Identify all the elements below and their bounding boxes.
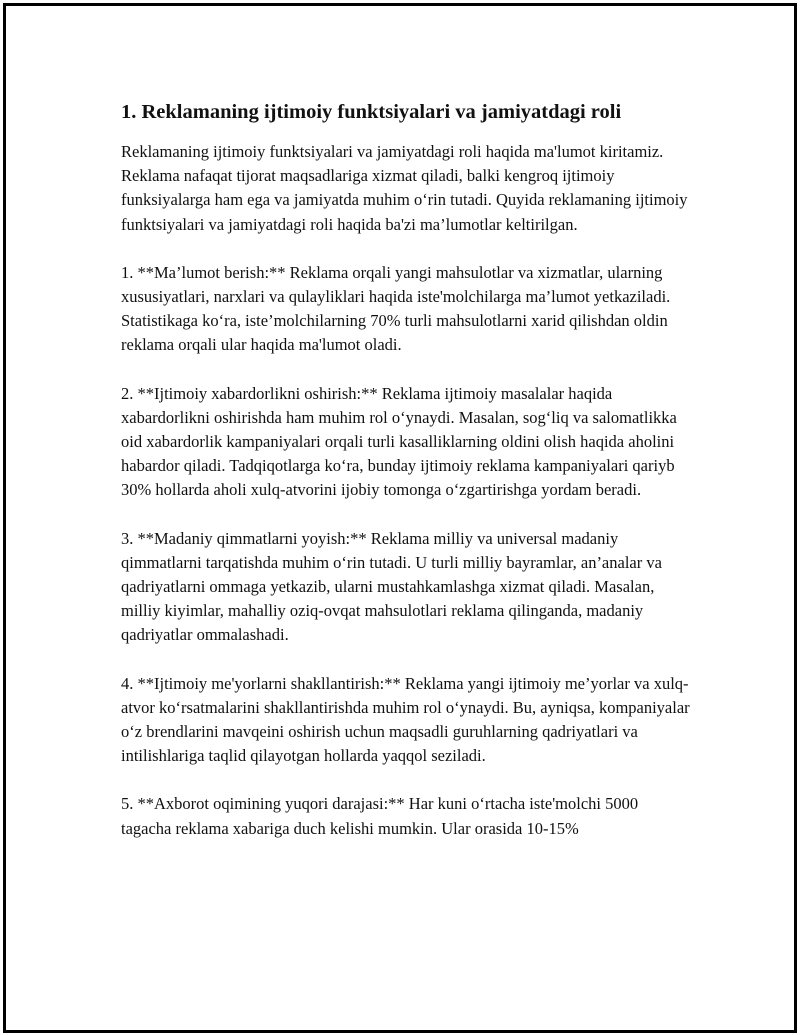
paragraph-information: 1. **Ma’lumot berish:** Reklama orqali yangi mahsulotlar va xizmatlar, ularning xususiyatlari, narxlari va qulayliklari haqida iste'molchilarga ma’lumot yetkaziladi. Statistikaga ko‘ra, iste’molchilarning 70% turli mahsulotlarni xarid qilishdan oldin reklama orqali ular haqida ma'lumot oladi. xyxy=(121,262,671,355)
paragraph-cultural-values: 3. **Madaniy qimmatlarni yoyish:** Reklama milliy va universal madaniy qimmatlarni tarqatishda muhim o‘rin tutadi. U turli milliy bayramlar, an’analar va qadriyatlarni ommaga yetkazib, ularni mustahkamlashga xizmat qiladi. Masalan, milliy kiyimlar, mahalliy oziq-ovqat mahsulotlari reklama qilinganda, madaniy qadriyatlar ommalashadi. xyxy=(121,528,662,645)
section-heading: 1. Reklamaning ijtimoiy funktsiyalari va jamiyatdagi roli xyxy=(121,101,622,123)
paragraph-social-norms: 4. **Ijtimoiy me'yorlarni shakllantirish:** Reklama yangi ijtimoiy me’yorlar va xulq-atvor ko‘rsatmalarini shakllantirishda muhim rol o‘ynaydi. Bu, ayniqsa, kompaniyalar o‘z brendlarini mavqeini oshirish uchun maqsadli guruhlarning qadriyatlari va intilishlariga taqlid qilayotgan hollarda yaqqol seziladi. xyxy=(121,673,690,766)
intro-paragraph: Reklamaning ijtimoiy funktsiyalari va jamiyatdagi roli haqida ma'lumot kiritamiz. Reklama nafaqat tijorat maqsadlariga xizmat qiladi, balki kengroq ijtimoiy funksiyalarga ham ega va jamiyatda muhim o‘rin tutadi. Quyida reklamaning ijtimoiy funktsiyalari va jamiyatdagi roli haqida ba'zi ma’lumotlar keltirilgan. xyxy=(121,142,688,234)
paragraph-information-flow: 5. **Axborot oqimining yuqori darajasi:** Har kuni o‘rtacha iste'molchi 5000 tagacha reklama xabariga duch kelishi mumkin. Ular orasida 10-15% xyxy=(121,794,639,838)
document-content xyxy=(121,98,691,865)
page-frame xyxy=(3,3,797,1033)
paragraph-social-awareness: 2. **Ijtimoiy xabardorlikni oshirish:** Reklama ijtimoiy masalalar haqida xabardorlikni oshirishda ham muhim rol o‘ynaydi. Masalan, sog‘liq va salomatlikka oid xabardorlik kampaniyalari orqali turli kasalliklarning oldini olish haqida aholini habardor qiladi. Tadqiqotlarga ko‘ra, bunday ijtimoiy reklama kampaniyalari qariyb 30% hollarda aholi xulq-atvorini ijobiy tomonga o‘zgartirishga yordam beradi. xyxy=(121,383,677,500)
